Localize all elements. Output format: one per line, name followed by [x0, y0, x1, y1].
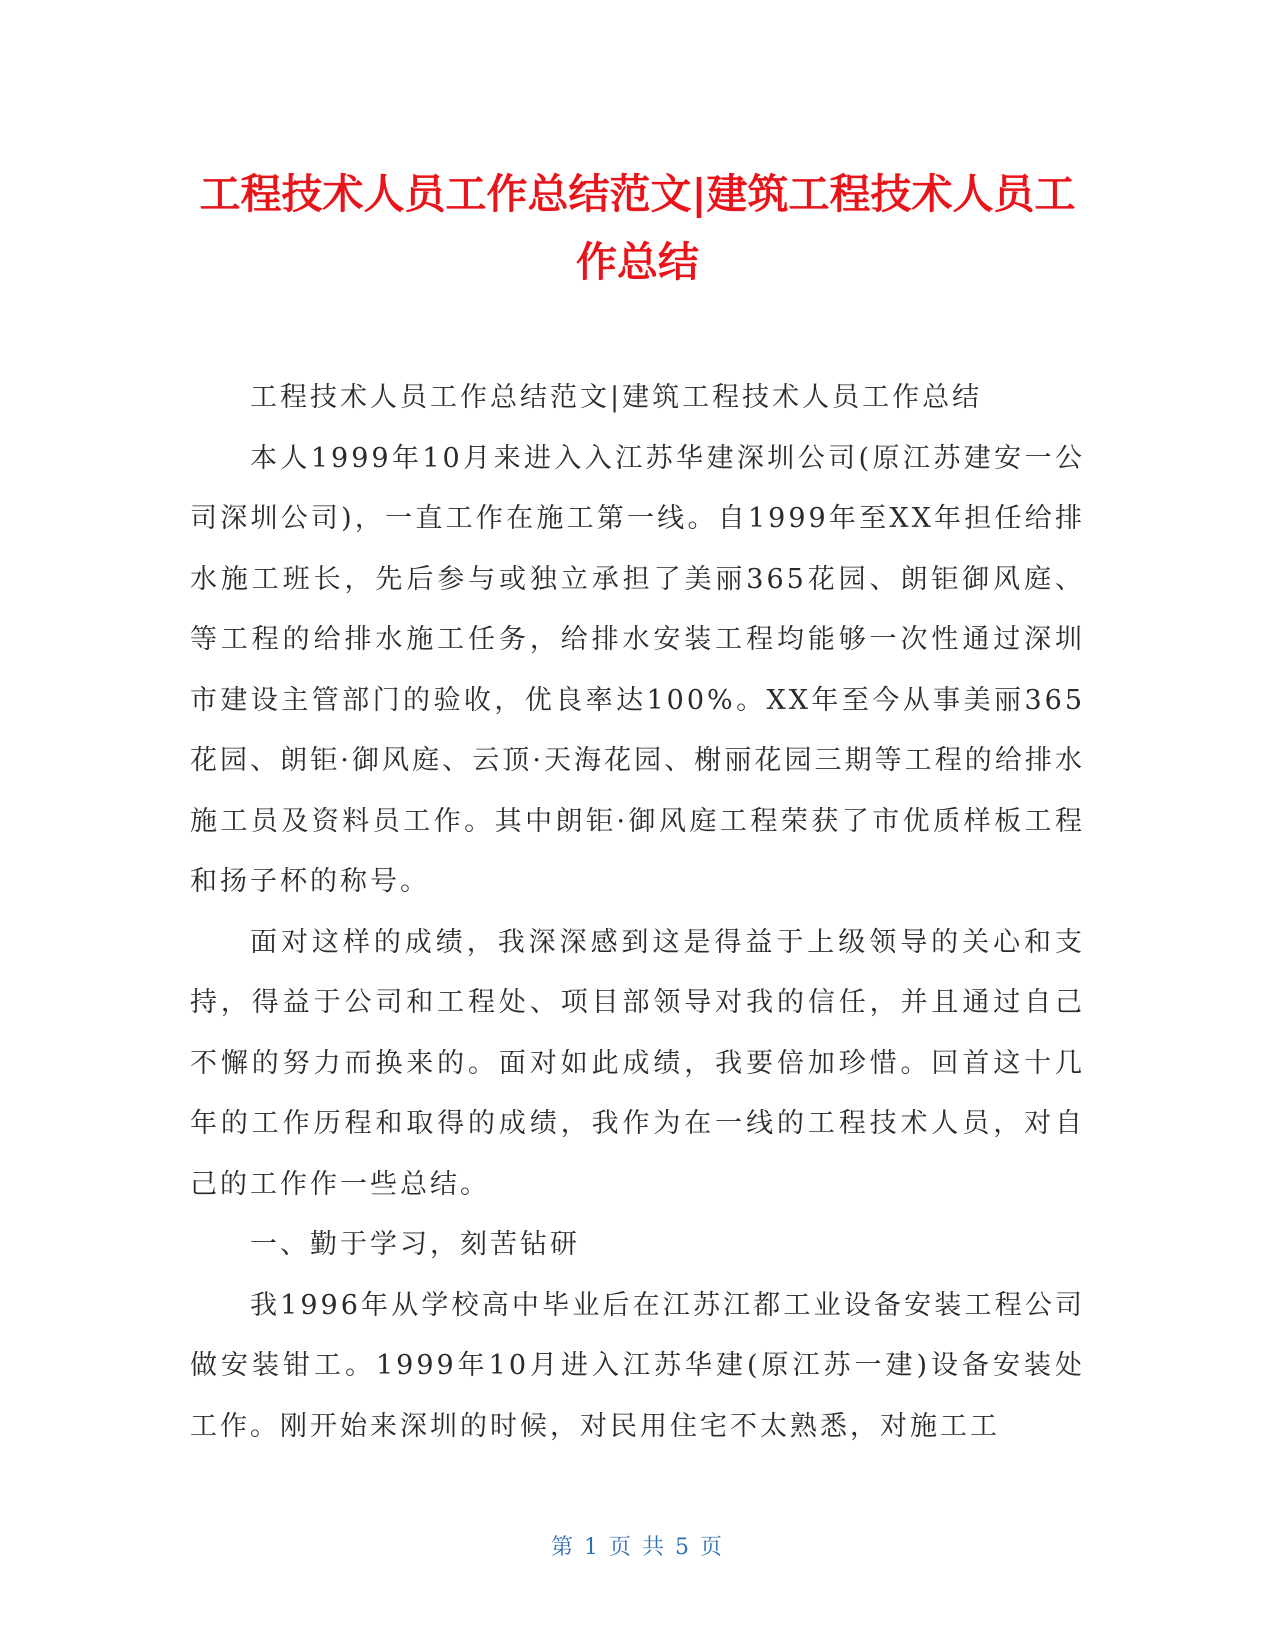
- section-heading: 一、勤于学习，刻苦钻研: [250, 1229, 580, 1260]
- paragraph-intro: 本人1999年10月来进入入江苏华建深圳公司(原江苏建安一公司深圳公司)，一直工作在施工第一线。自1999年至XX年担任给排水施工班长，先后参与或独立承担了美丽365花园、朗钜御风庭、等工程的给排水施工任务，给排水安装工程均能够一次性通过深圳市建设主管部门的验收，优良率达100%。XX年至今从事美丽365花园、朗钜·御风庭、云顶·天海花园、榭丽花园三期等工程的给排水施工员及资料员工作。其中朗钜·御风庭工程荣获了市优质样板工程和扬子杯的称号。: [190, 442, 1085, 897]
- paragraph-background: 我1996年从学校高中毕业后在江苏江都工业设备安装工程公司做安装钳工。1999年10月进入江苏华建(原江苏一建)设备安装处工作。刚开始来深圳的时候，对民用住宅不太熟悉，对施工工: [190, 1289, 1085, 1442]
- document-body: [190, 368, 1085, 1457]
- paragraph-achievements: 面对这样的成绩，我深深感到这是得益于上级领导的关心和支持，得益于公司和工程处、项目部领导对我的信任，并且通过自己不懈的努力而换来的。面对如此成绩，我要倍加珍惜。回首这十几年的工作历程和取得的成绩，我作为在一线的工程技术人员，对自己的工作作一些总结。: [190, 926, 1085, 1200]
- page-number-footer: 第 1 页 共 5 页: [551, 1535, 724, 1560]
- paragraph-subtitle: 工程技术人员工作总结范文|建筑工程技术人员工作总结: [250, 382, 983, 413]
- document-title: 工程技术人员工作总结范文|建筑工程技术人员工作总结: [199, 170, 1076, 286]
